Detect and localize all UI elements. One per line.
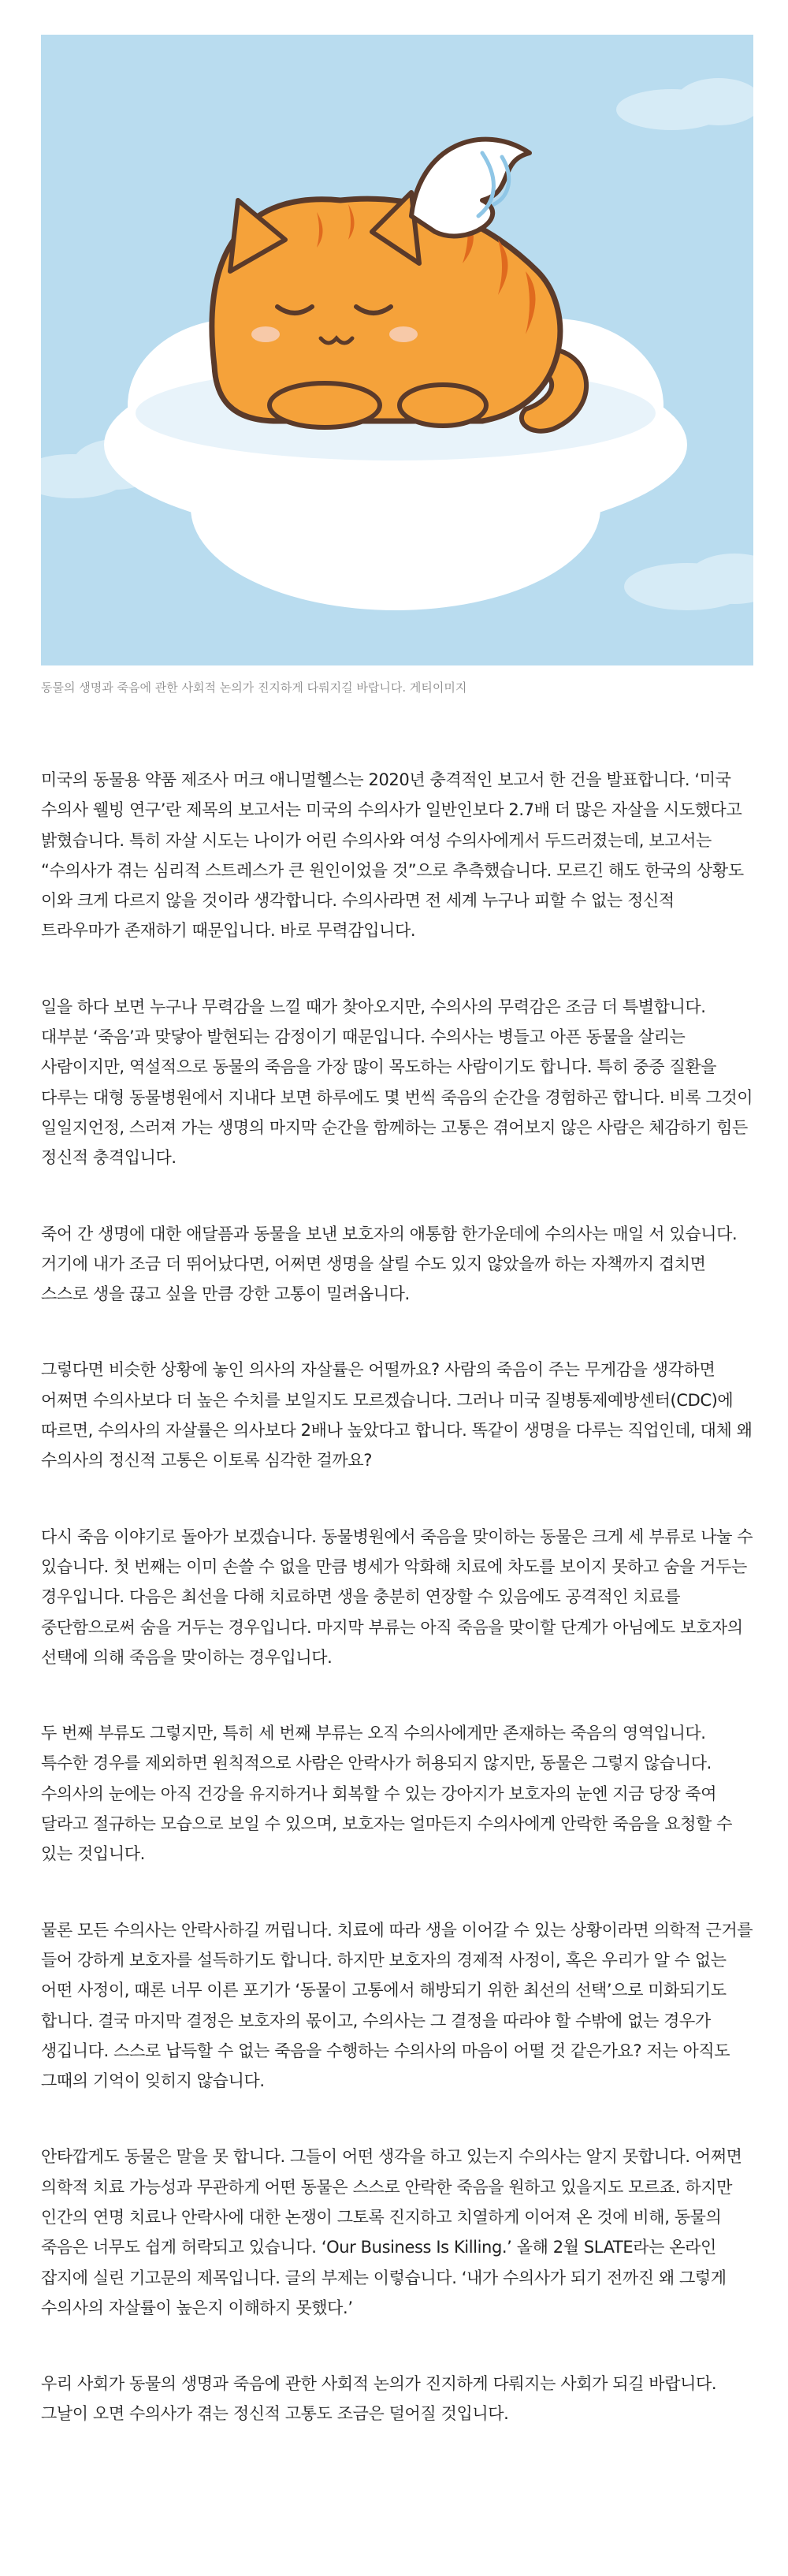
paragraph: 그렇다면 비슷한 상황에 놓인 의사의 자살률은 어떨까요? 사람의 죽음이 주는 무게감을 생각하면 어쩌면 수의사보다 더 높은 수치를 보일지도 모르겠습니다. 그러나 미국 질병통제예방센터(CDC)에 따르면, 수의사의 자살률은 의사보다 2배나 높았다고 합니다. 똑같이 생명을 다루는 직업인데, 대체 왜 수의사의 정신적 고통은 이토록 심각한 걸까요?: [41, 1360, 753, 1471]
cat-paw: [269, 383, 380, 427]
paragraph: 다시 죽음 이야기로 돌아가 보겠습니다. 동물병원에서 죽음을 맞이하는 동물은 크게 세 부류로 나눌 수 있습니다. 첫 번째는 이미 손쓸 수 없을 만큼 병세가 악화해 치료에 차도를 보이지 못하고 숨을 거두는 경우입니다. 다음은 최선을 다해 치료하면 생을 충분히 연장할 수 있음에도 공격적인 치료를 중단함으로써 숨을 거두는 경우입니다. 마지막 부류는 아직 죽음을 맞이할 단계가 아님에도 보호자의 선택에 의해 죽음을 맞이하는 경우입니다.: [41, 1527, 753, 1667]
image-caption: 동물의 생명과 죽음에 관한 사회적 논의가 진지하게 다뤄지길 바랍니다. 게티이미지: [41, 680, 467, 695]
sleeping-angel-cat-illustration: [41, 35, 753, 665]
paragraph: 우리 사회가 동물의 생명과 죽음에 관한 사회적 논의가 진지하게 다뤄지는 사회가 되길 바랍니다. 그날이 오면 수의사가 겪는 정신적 고통도 조금은 덜어질 것입니다.: [41, 2374, 717, 2424]
hero-image: [41, 35, 753, 665]
paragraph: 안타깝게도 동물은 말을 못 합니다. 그들이 어떤 생각을 하고 있는지 수의사는 알지 못합니다. 어쩌면 의학적 치료 가능성과 무관하게 어떤 동물은 스스로 안락한 죽음을 원하고 있을지도 모르죠. 하지만 인간의 연명 치료나 안락사에 대한 논쟁이 그토록 진지하고 치열하게 이어져 온 것에 비해, 동물의 죽음은 너무도 쉽게 허락되고 있습니다. ‘Our Business Is Killing.’ 올해 2월 SLATE라는 온라인 잡지에 실린 기고문의 제목입니다. 글의 부제는 이렇습니다. ‘내가 수의사가 되기 전까진 왜 그렇게 수의사의 자살률이 높은지 이해하지 못했다.’: [41, 2147, 742, 2317]
paragraph: 죽어 간 생명에 대한 애달픔과 동물을 보낸 보호자의 애통함 한가운데에 수의사는 매일 서 있습니다. 거기에 내가 조금 더 뛰어났다면, 어쩌면 생명을 살릴 수도 있지 않았을까 하는 자책까지 겹치면 스스로 생을 끊고 싶을 만큼 강한 고통이 밀려옵니다.: [41, 1224, 738, 1304]
paragraph: 물론 모든 수의사는 안락사하길 꺼립니다. 치료에 따라 생을 이어갈 수 있는 상황이라면 의학적 근거를 들어 강하게 보호자를 설득하기도 합니다. 하지만 보호자의 경제적 사정이, 혹은 우리가 알 수 없는 어떤 사정이, 때론 너무 이른 포기가 ‘동물이 고통에서 해방되기 위한 최선의 선택’으로 미화되기도 합니다. 결국 마지막 결정은 보호자의 몫이고, 수의사는 그 결정을 따라야 할 수밖에 없는 경우가 생깁니다. 스스로 납득할 수 없는 죽음을 수행하는 수의사의 마음이 어떨 것 같은가요? 저는 아직도 그때의 기억이 잊히지 않습니다.: [41, 1920, 753, 2091]
paragraph: 일을 하다 보면 누구나 무력감을 느낄 때가 찾아오지만, 수의사의 무력감은 조금 더 특별합니다. 대부분 ‘죽음’과 맞닿아 발현되는 감정이기 때문입니다. 수의사는 병들고 아픈 동물을 살리는 사람이지만, 역설적으로 동물의 죽음을 가장 많이 목도하는 사람이기도 합니다. 특히 중증 질환을 다루는 대형 동물병원에서 지내다 보면 하루에도 몇 번씩 죽음의 순간을 경험하곤 합니다. 비록 그것이 일일지언정, 스러져 가는 생명의 마지막 순간을 함께하는 고통은 겪어보지 않은 사람은 체감하기 힘든 정신적 충격입니다.: [41, 997, 753, 1168]
paragraph: 미국의 동물용 약품 제조사 머크 애니멀헬스는 2020년 충격적인 보고서 한 건을 발표합니다. ‘미국 수의사 웰빙 연구’란 제목의 보고서는 미국의 수의사가 일반인보다 2.7배 더 많은 자살을 시도했다고 밝혔습니다. 특히 자살 시도는 나이가 어린 수의사와 여성 수의사에게서 두드러졌는데, 보고서는 “수의사가 겪는 심리적 스트레스가 큰 원인이었을 것”으로 추측했습니다. 모르긴 해도 한국의 상황도 이와 크게 다르지 않을 것이라 생각합니다. 수의사라면 전 세계 누구나 피할 수 없는 정신적 트라우마가 존재하기 때문입니다. 바로 무력감입니다.: [41, 770, 744, 941]
paragraph: 두 번째 부류도 그렇지만, 특히 세 번째 부류는 오직 수의사에게만 존재하는 죽음의 영역입니다. 특수한 경우를 제외하면 원칙적으로 사람은 안락사가 허용되지 않지만, 동물은 그렇지 않습니다. 수의사의 눈에는 아직 건강을 유지하거나 회복할 수 있는 강아지가 보호자의 눈엔 지금 당장 죽여 달라고 절규하는 모습으로 보일 수 있으며, 보호자는 얼마든지 수의사에게 안락한 죽음을 요청할 수 있는 것입니다.: [41, 1724, 733, 1864]
article-body: [41, 765, 753, 2429]
